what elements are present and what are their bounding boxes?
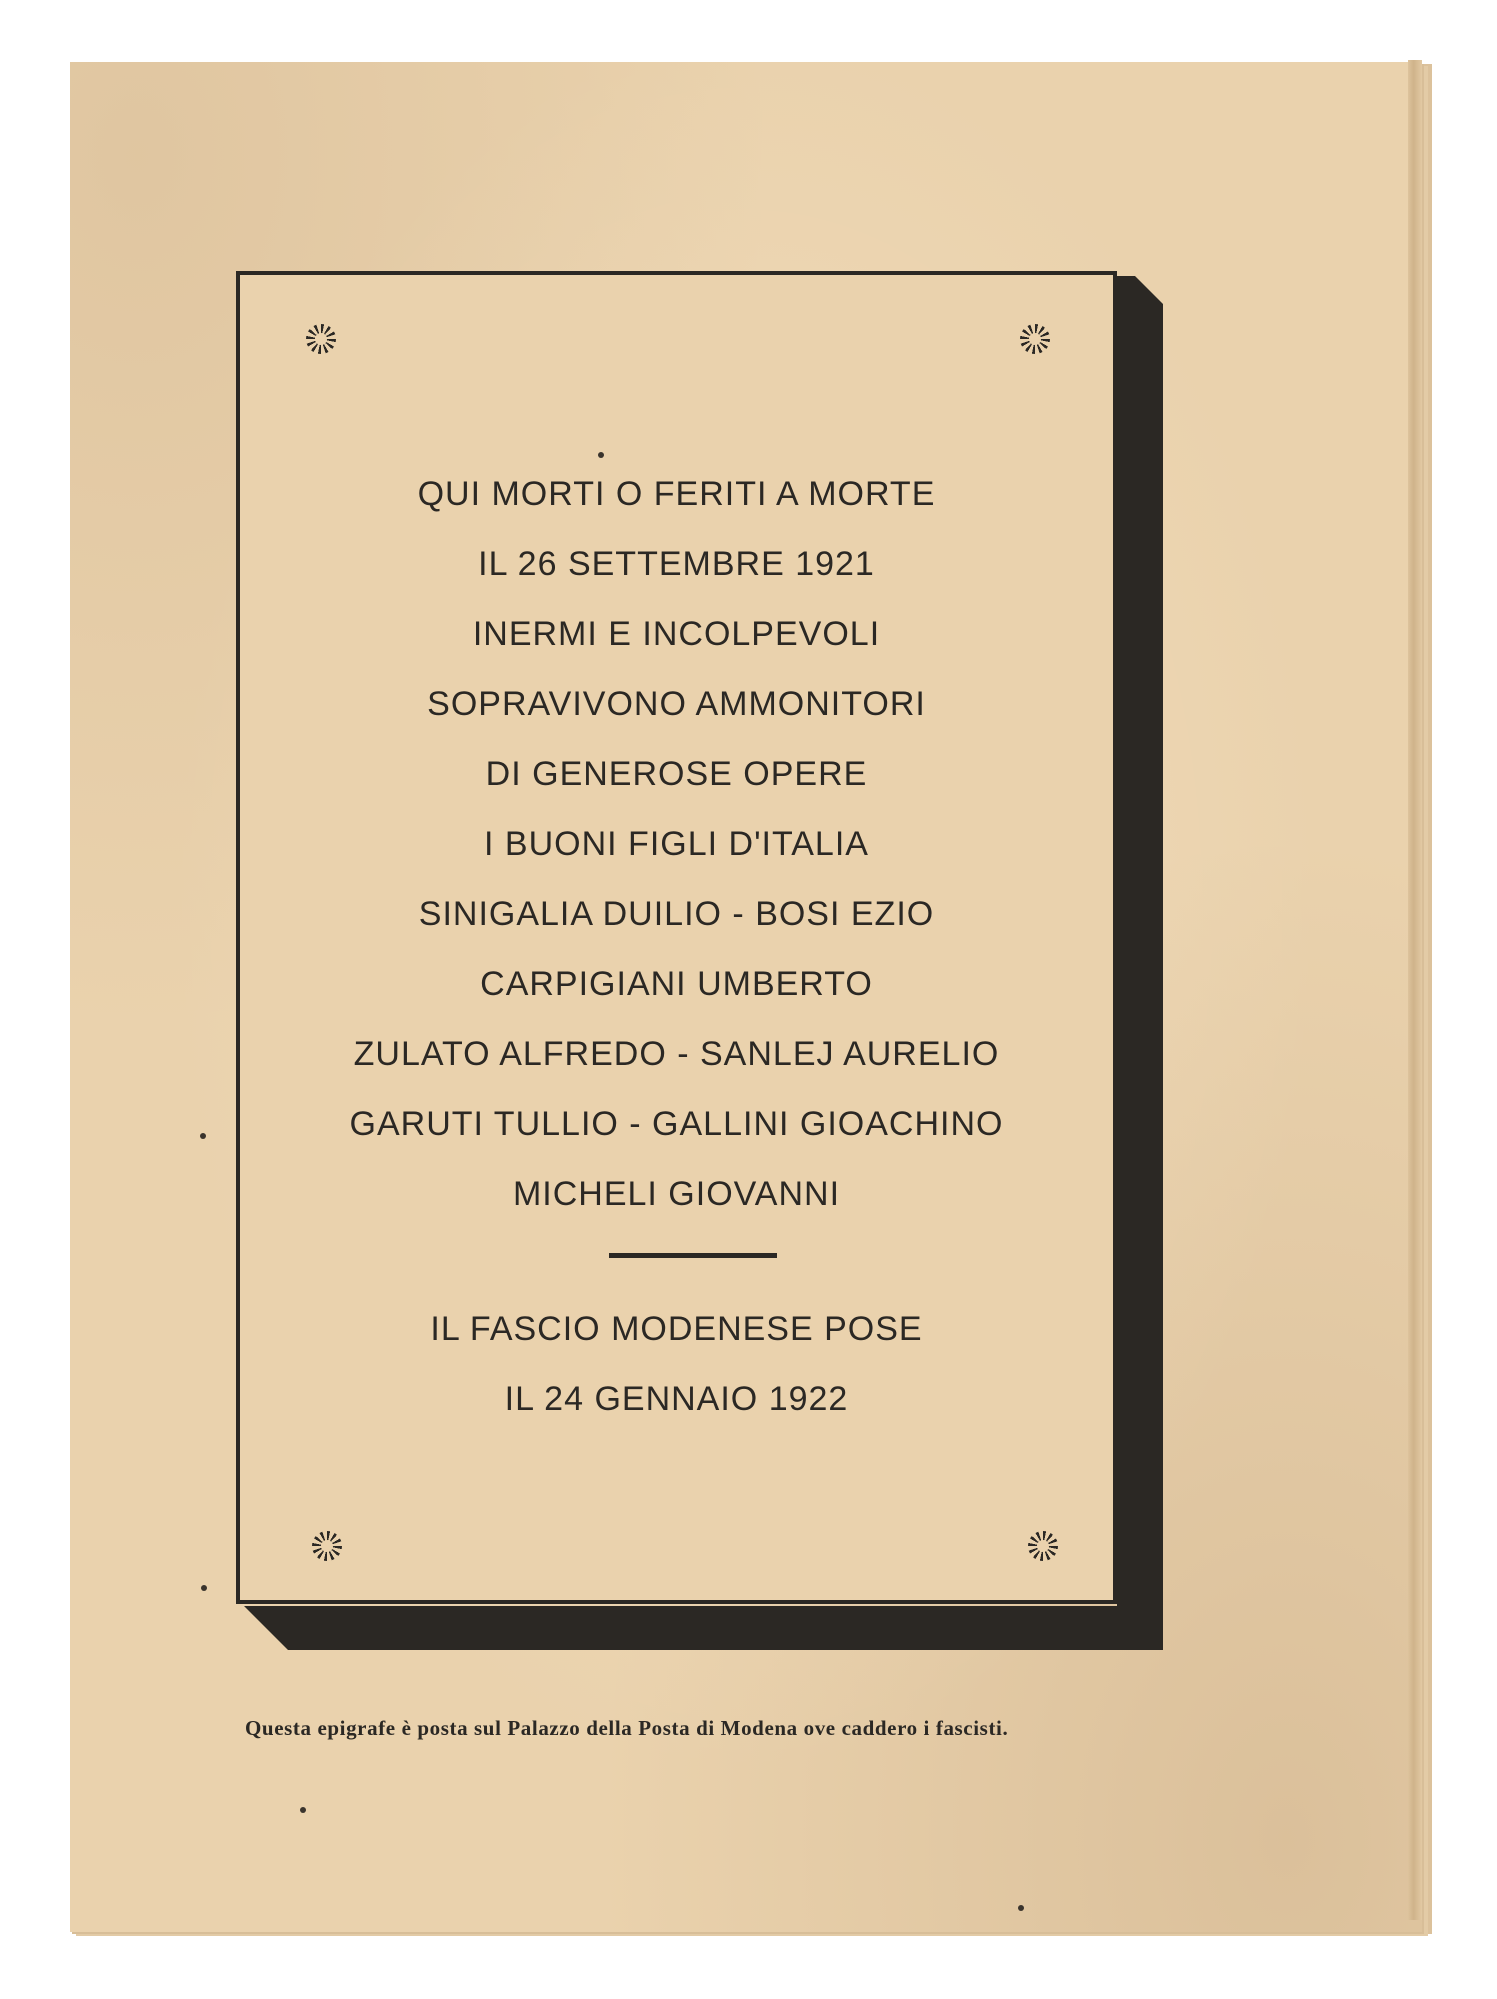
names-line: MICHELI GIOVANNI <box>512 1175 841 1213</box>
names-line: SINIGALIA DUILIO - BOSI EZIO <box>418 895 935 933</box>
paper-speck <box>201 1585 207 1591</box>
paper-speck <box>598 452 604 458</box>
rosette-icon <box>1028 1531 1058 1561</box>
epigraph-line: IL 26 SETTEMBRE 1921 <box>478 545 875 583</box>
epigraph-line: INERMI E INCOLPEVOLI <box>472 615 881 653</box>
paper-speck <box>1018 1905 1024 1911</box>
paper-speck <box>300 1807 306 1813</box>
page-caption: Questa epigrafe è posta sul Palazzo della Posta di Modena ove caddero i fascisti. <box>245 1716 1009 1740</box>
epigraph-line: QUI MORTI O FERITI A MORTE <box>417 475 936 513</box>
dedication-line: IL FASCIO MODENESE POSE <box>430 1310 923 1348</box>
rosette-icon <box>312 1531 342 1561</box>
divider-rule <box>609 1253 777 1258</box>
page-edge <box>1408 60 1422 1920</box>
epigraph-line: I BUONI FIGLI D'ITALIA <box>484 825 869 863</box>
plaque-bottom-shadow <box>244 1606 1163 1650</box>
dedication-date: IL 24 GENNAIO 1922 <box>504 1380 849 1418</box>
names-line: CARPIGIANI UMBERTO <box>480 965 873 1003</box>
memorial-plaque <box>236 271 1117 1604</box>
rosette-icon <box>1020 324 1050 354</box>
paper-speck <box>200 1133 206 1139</box>
names-line: ZULATO ALFREDO - SANLEJ AURELIO <box>353 1035 1000 1073</box>
names-line: GARUTI TULLIO - GALLINI GIOACHINO <box>349 1105 1004 1143</box>
epigraph-line: SOPRAVIVONO AMMONITORI <box>427 685 926 723</box>
epigraph-line: DI GENEROSE OPERE <box>485 755 868 793</box>
rosette-icon <box>306 324 336 354</box>
plaque-side-shadow <box>1117 276 1163 1650</box>
